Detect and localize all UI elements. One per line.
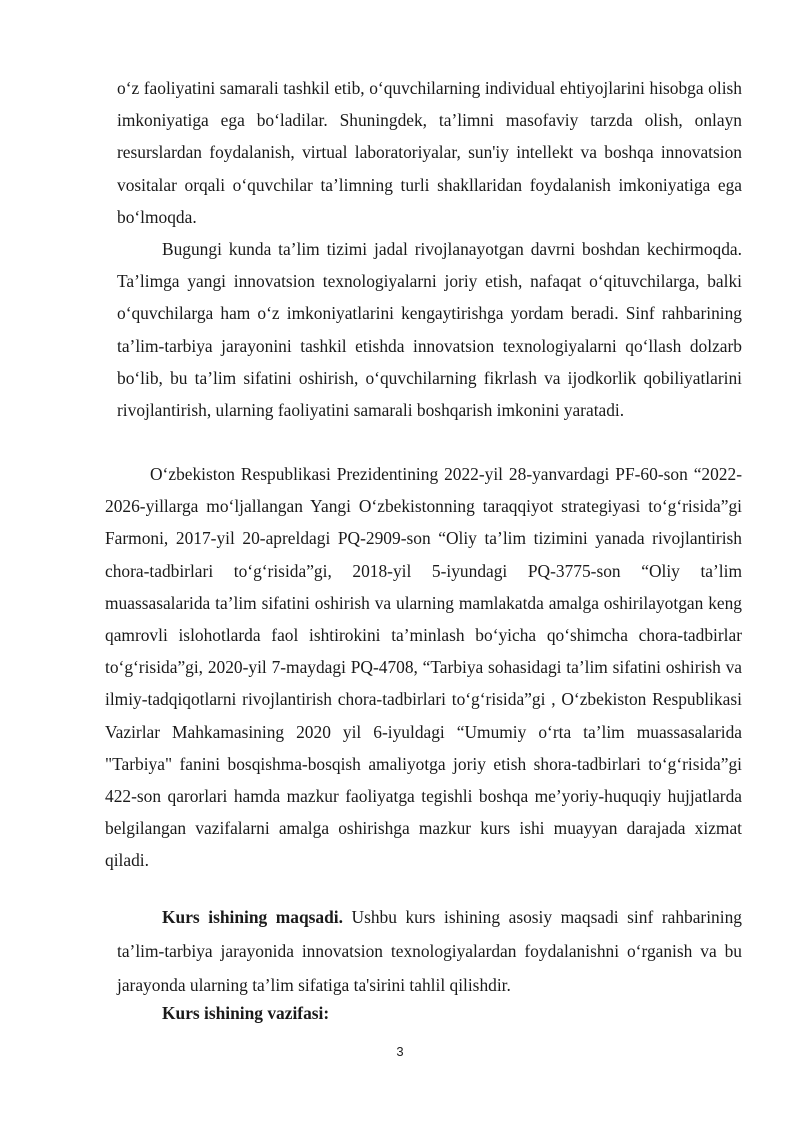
paragraph-legal-framework: O‘zbekiston Respublikasi Prezidentining 2022-yil 28-yanvardagi PF-60-son “2022-2026-yillarga mo‘ljallangan Yangi O‘zbekistonning taraqqiyot strategiyasi to‘g‘risida”gi Farmoni, 2017-yil 20-apreldagi PQ-2909-son “Oliy ta’lim tizimini yanada rivojlantirish chora-tadbirlari to‘g‘risida”gi, 2018-yil 5-iyundagi PQ-3775-son “Oliy ta’lim muassasalarida ta’lim sifatini oshirish va ularning mamlakatda amalga oshirilayotgan keng qamrovli islohotlarda faol ishtirokini ta’minlash bo‘yicha qo‘shimcha chora-tadbirlar to‘g‘risida”gi, 2020-yil 7-maydagi PQ-4708, “Tarbiya sohasidagi ta’lim sifatini oshirish va ilmiy-tadqiqotlarni rivojlantirish chora-tadbirlari to‘g‘risida”gi , O‘zbekiston Respublikasi Vazirlar Mahkamasining 2020 yil 6-iyuldagi “Umumiy o‘rta ta’lim muassasalarida "Tarbiya" fanini bosqishma-bosqish amaliyotga joriy etish shora-tadbirlari to‘g‘risida”gi 422-son qarorlari hamda mazkur faoliyatga tegishli boshqa me’yoriy-huquqiy hujjatlarda belgilangan vazifalarni amalga oshirishga mazkur kurs ishi muayyan darajada xizmat qiladi. <box>105 464 742 871</box>
course-goal-text: Ushbu kurs ishining asosiy maqsadi sinf rahbarining ta’lim-tarbiya jarayonida innovatsion texnologiyalardan foydalanishni o‘rganish va bu jarayonda ularning ta’lim sifatiga ta'sirini tahlil qilishdir. <box>117 907 742 995</box>
paragraph-course-goal <box>117 900 742 1002</box>
course-goal-heading: Kurs ishining maqsadi. <box>162 907 343 927</box>
course-tasks-heading: Kurs ishining vazifasi: <box>162 1003 330 1023</box>
paragraph-education-system: Bugungi kunda ta’lim tizimi jadal rivojlanayotgan davrni boshdan kechirmoqda. Ta’limga yangi innovatsion texnologiyalarni joriy etish, nafaqat o‘qituvchilarga, balki o‘quvchilarga ham o‘z imkoniyatlarini kengaytirishga yordam beradi. Sinf rahbarining ta’lim-tarbiya jarayonini tashkil etishda innovatsion texnologiyalarni qo‘llash dolzarb bo‘lib, bu ta’lim sifatini oshirish, o‘quvchilarning fikrlash va ijodkorlik qobiliyatlarini rivojlantirish, ularning faoliyatini samarali boshqarish imkonini yaratadi. <box>117 239 742 421</box>
page-number: 3 <box>396 1044 404 1059</box>
paragraph-intro-continuation: o‘z faoliyatini samarali tashkil etib, o‘quvchilarning individual ehtiyojlarini hisobga olish imkoniyatiga ega bo‘ladilar. Shuningdek, ta’limni masofaviy tarzda olish, onlayn resurslardan foydalanish, virtual laboratoriyalar, sun'iy intellekt va boshqa innovatsion vositalar orqali o‘quvchilar ta’limning turli shakllaridan foydalanish imkoniyatiga ega bo‘lmoqda. <box>117 78 742 227</box>
